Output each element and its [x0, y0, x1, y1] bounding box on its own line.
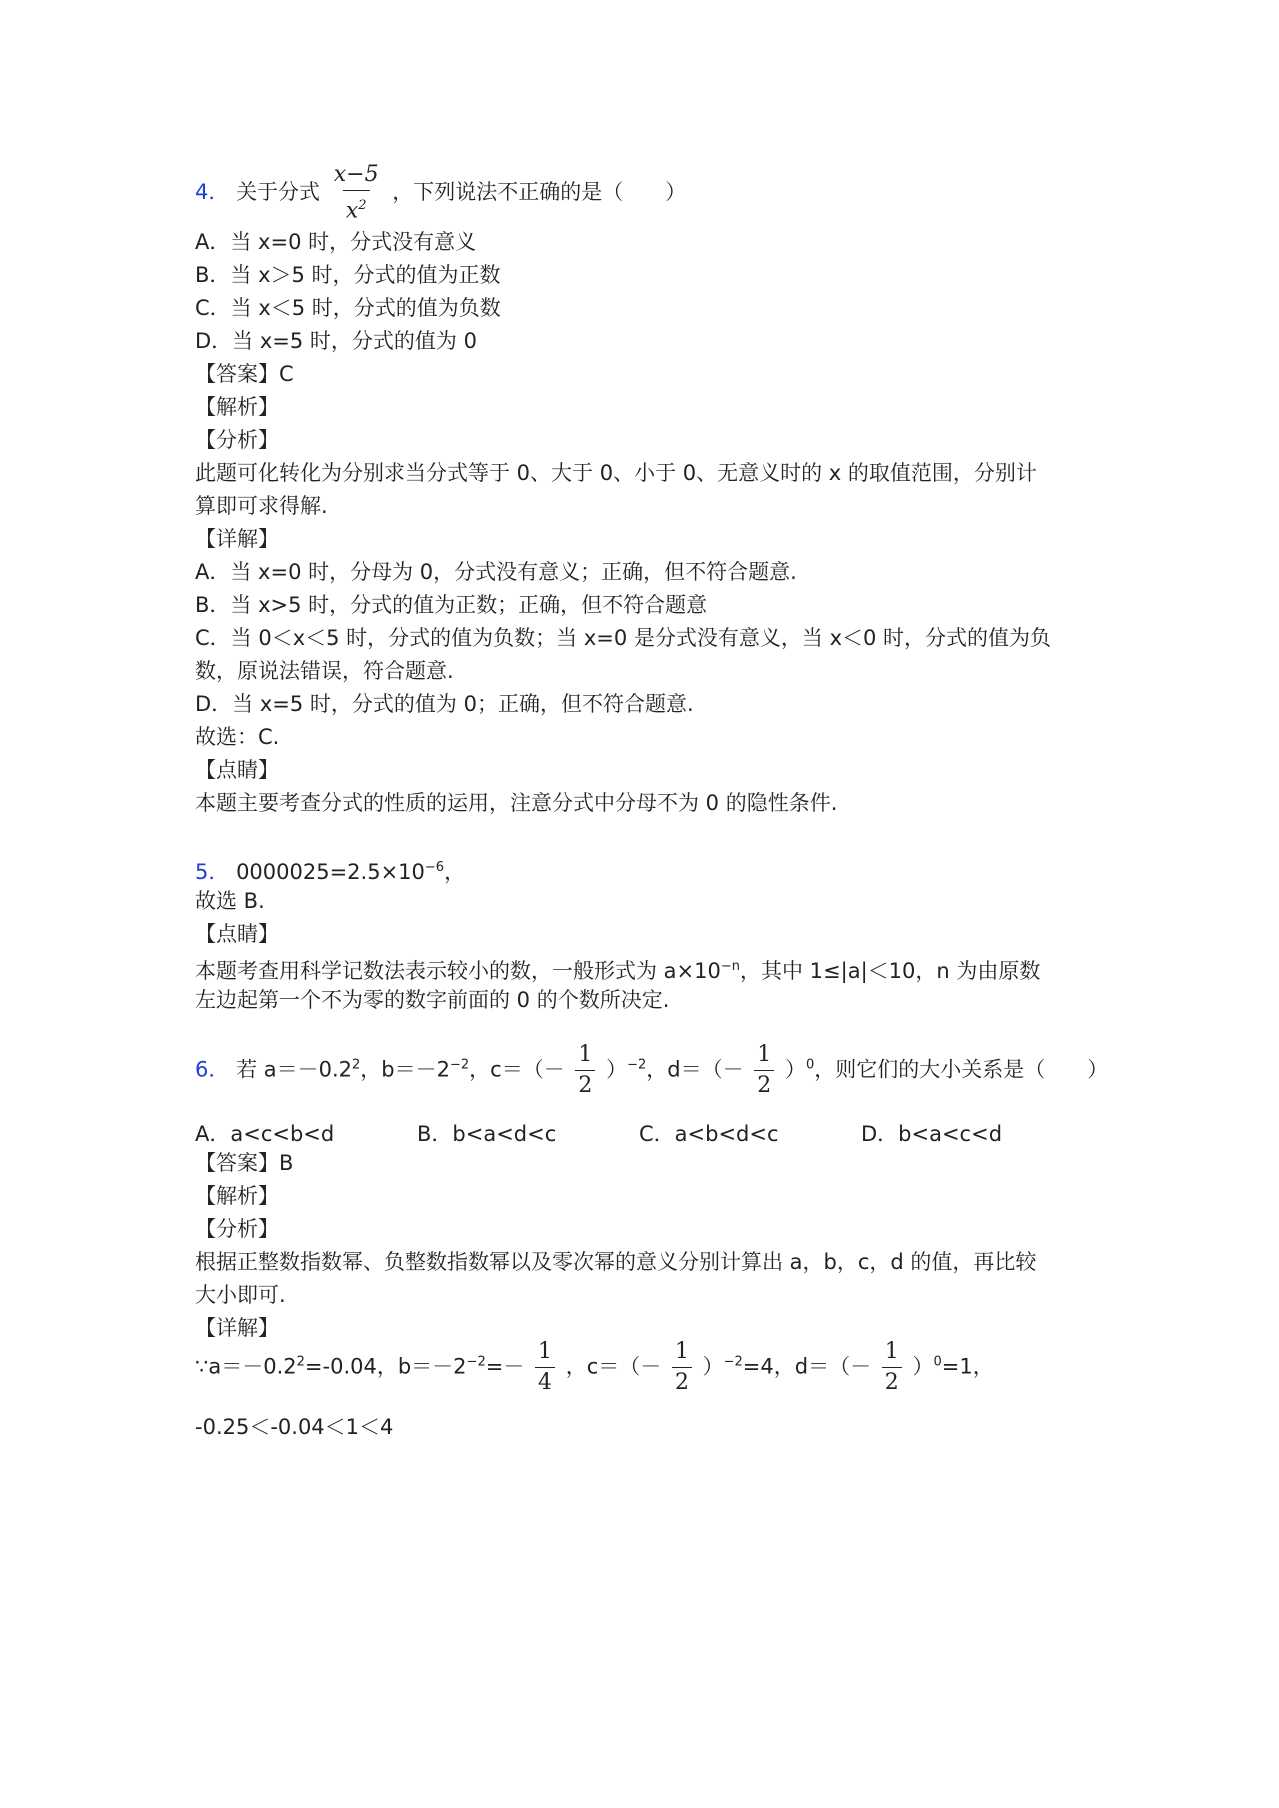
q6-option-c: C．a<b<d<c — [639, 1122, 779, 1146]
q4-analysis-line-2: 算即可求得解. — [195, 494, 328, 518]
q6-detail-half-fraction-c: $\frac{1}{2}$ — [672, 1337, 692, 1398]
q6-xiangjie-heading: 【详解】 — [195, 1316, 279, 1340]
q6-answer: 【答案】B — [195, 1151, 294, 1175]
q6-option-a: A．a<c<b<d — [195, 1122, 335, 1146]
q5-value: 0000025=2.5×10 — [236, 860, 425, 884]
q4-analysis-line-1: 此题可化转化为分别求当分式等于 0、大于 0、小于 0、无意义时的 x 的取值范围，分别计 — [195, 461, 1037, 485]
q4-stem — [195, 160, 686, 226]
q6-half-fraction-d: $\frac{1}{2}$ — [754, 1040, 774, 1101]
q6-detail-line-1: $\because a=-0.2^2=-0.04$，$b=-2^{-2}=-$ $\frac{1}{4}$ ，c＝（－ $\frac{1}{2}$ ）$^{-2}$=4，d＝（－ $\frac{1}{2}$ ）$^0$=1， — [195, 1337, 994, 1398]
q4-fraction — [331, 160, 382, 226]
q4-stem-pre: 关于分式 — [236, 180, 321, 205]
q6-detail-half-fraction-d: $\frac{1}{2}$ — [882, 1337, 902, 1398]
q4-jiexi-heading: 【解析】 — [195, 395, 279, 419]
q6-comparison: -0.25＜-0.04＜1＜4 — [195, 1415, 394, 1439]
q6-jiexi-heading: 【解析】 — [195, 1184, 279, 1208]
q4-detail-d: D．当 x=5 时，分式的值为 0；正确，但不符合题意. — [195, 692, 694, 716]
q6-option-d: D．b<a<c<d — [861, 1122, 1003, 1146]
q4-detail-c-line-1: C．当 0＜x＜5 时，分式的值为负数；当 x=0 是分式没有意义，当 x＜0 时，分式的值为负 — [195, 626, 1052, 650]
q6-analysis-line-2: 大小即可. — [195, 1283, 286, 1307]
q4-number: 4． — [195, 180, 230, 205]
q4-note: 本题主要考查分式的性质的运用，注意分式中分母不为 0 的隐性条件. — [195, 791, 838, 815]
q4-answer: 【答案】C — [195, 362, 294, 386]
q4-fraction-numerator: x−5 — [333, 162, 379, 187]
q5-number: 5． — [195, 860, 230, 884]
q6-analysis-line-1: 根据正整数指数幂、负整数指数幂以及零次幂的意义分别计算出 a，b，c，d 的值，再比较 — [195, 1250, 1037, 1274]
q6-fenxi-heading: 【分析】 — [195, 1217, 279, 1241]
q4-stem-post: ，下列说法不正确的是（ ） — [392, 180, 687, 205]
q4-xiangjie-heading: 【详解】 — [195, 527, 279, 551]
q4-option-c: C．当 x＜5 时，分式的值为负数 — [195, 296, 501, 320]
q4-dianjing-heading: 【点睛】 — [195, 758, 279, 782]
q4-fraction-denominator: $x^2$ — [343, 190, 370, 226]
q4-detail-a: A．当 x=0 时，分母为 0，分式没有意义；正确，但不符合题意. — [195, 560, 797, 584]
q5-line-1: 5． $0000025=2.5\times 10^{-6}$， — [195, 860, 466, 884]
q6-half-fraction-c: $\frac{1}{2}$ — [575, 1040, 595, 1101]
q6-stem: 6． 若 $a=-0.2^2$，$b=-2^{-2}$，c＝（－ $\frac{1}{2}$ ）$^{-2}$，d＝（－ $\frac{1}{2}$ ）$^0$，则它们的大小关系是（ ） — [195, 1040, 1108, 1101]
q6-option-b: B．b<a<d<c — [417, 1122, 557, 1146]
q5-dianjing-heading: 【点睛】 — [195, 922, 279, 946]
q4-choose: 故选：C. — [195, 725, 280, 749]
q4-fenxi-heading: 【分析】 — [195, 428, 279, 452]
q4-option-d: D．当 x=5 时，分式的值为 0 — [195, 329, 477, 353]
q6-number: 6． — [195, 1057, 230, 1082]
q5-exponent: −6 — [424, 860, 445, 875]
q6-quarter-fraction: $\frac{1}{4}$ — [535, 1337, 555, 1398]
q4-detail-b: B．当 x>5 时，分式的值为正数；正确，但不符合题意 — [195, 593, 708, 617]
q4-option-b: B．当 x＞5 时，分式的值为正数 — [195, 263, 501, 287]
q4-detail-c-line-2: 数，原说法错误，符合题意. — [195, 659, 454, 683]
q5-note-line-1: 本题考查用科学记数法表示较小的数，一般形式为 $a\times 10^{-n}$，其中 1≤|a|＜10，n 为由原数 — [195, 959, 1041, 983]
q5-note-line-2: 左边起第一个不为零的数字前面的 0 的个数所决定. — [195, 988, 670, 1012]
q5-choose: 故选 B. — [195, 889, 265, 913]
q4-option-a: A．当 x=0 时，分式没有意义 — [195, 230, 477, 254]
